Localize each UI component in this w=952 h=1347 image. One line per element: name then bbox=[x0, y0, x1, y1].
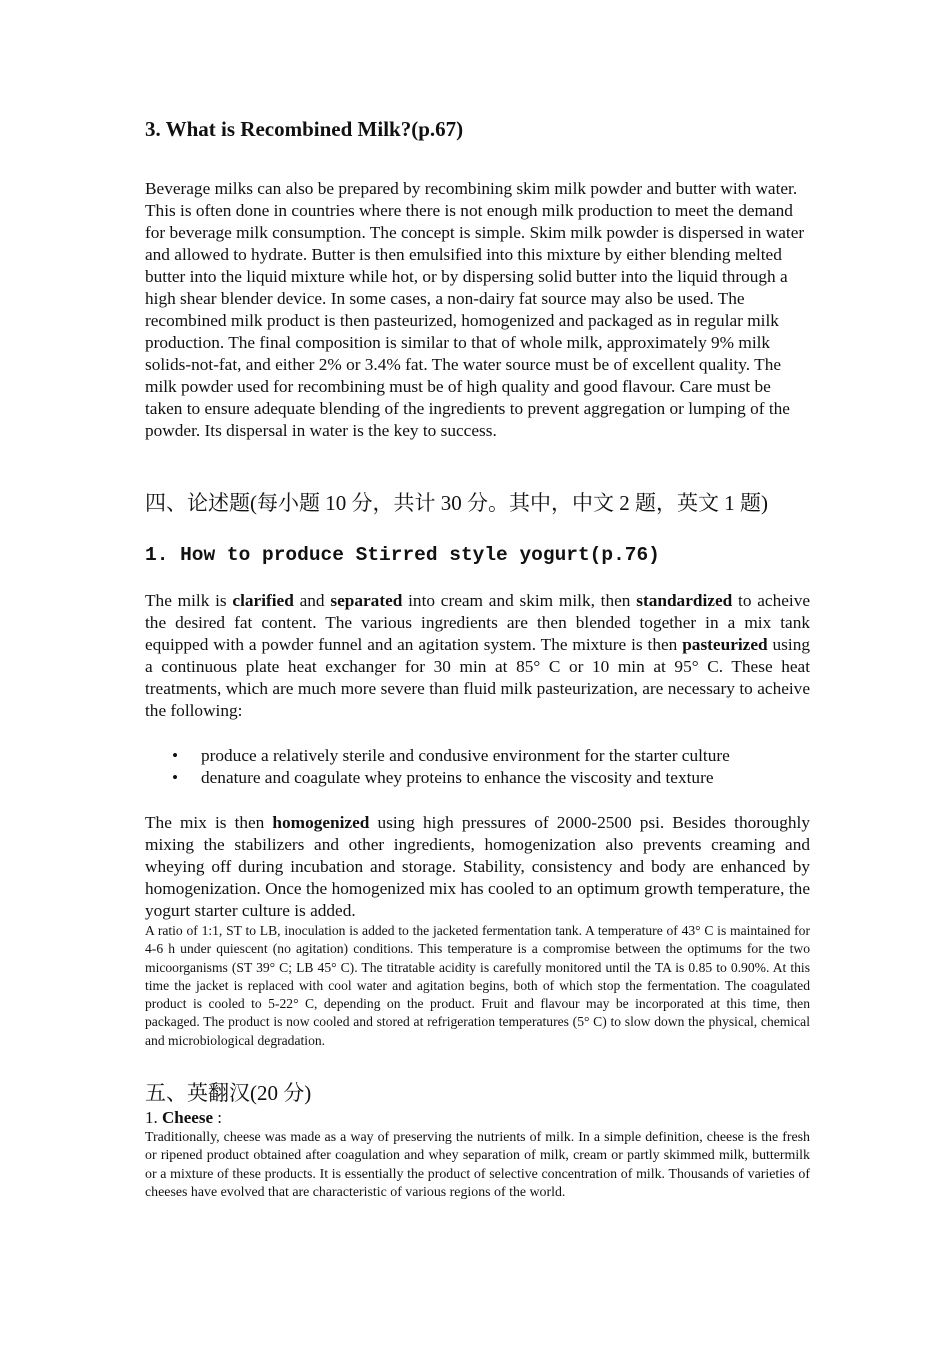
text-run: The mix is then bbox=[145, 813, 273, 832]
term-homogenized: homogenized bbox=[272, 813, 370, 832]
section-4-title: 四、论述题(每小题 10 分，共计 30 分。其中，中文 2 题，英文 1 题) bbox=[145, 491, 768, 515]
text-run: to acheive the desired fat content. The various ingredients are then blended together in a mix tank equipped with a powder funnel and an agitation system. The mixture is then bbox=[145, 591, 811, 654]
text-run: into cream and skim milk, then bbox=[402, 591, 637, 610]
text-run: The milk is bbox=[145, 591, 233, 610]
heading-recombined-milk: 3. What is Recombined Milk?(p.67) bbox=[145, 117, 464, 141]
list-item bbox=[145, 767, 810, 789]
term-pasteurized: pasteurized bbox=[682, 635, 768, 654]
term-separated: separated bbox=[330, 591, 403, 610]
text-run: using a continuous plate heat exchanger for 30 min at 85° C or 10 min at 95° C. These heat treatments, which are much more severe than fluid milk pasteurization, are necessary to acheive the following: bbox=[145, 635, 810, 720]
term-clarified: clarified bbox=[232, 591, 294, 610]
text-run: and bbox=[293, 591, 331, 610]
paragraph-recombined-milk: Beverage milks can also be prepared by recombining skim milk powder and butter with water. This is often done in countries where there is not enough milk production to meet the demand for beverage milk consumption. The concept is simple. Skim milk powder is dispersed in water and allowed to hydrate. Butter is then emulsified into this mixture by either blending melted butter into the liquid mixture while hot, or by dispersing solid butter into the liquid through a high shear blender device. In some cases, a non-dairy fat source may also be used. The recombined milk product is then pasteurized, homogenized and packaged as in regular milk production. The final composition is similar to that of whole milk, approximately 9% milk solids-not-fat, and either 2% or 3.4% fat. The water source must be of excellent quality. The milk powder used for recombining must be of high quality and good flavour. Care must be taken to ensure adequate blending of the ingredients to prevent aggregation or lumping of the powder. Its dispersal in water is the key to success. bbox=[145, 179, 805, 440]
bullet-icon: • bbox=[172, 768, 179, 787]
cheese-suffix: : bbox=[212, 1108, 222, 1127]
term-standardized: standardized bbox=[636, 591, 733, 610]
list-item-text: denature and coagulate whey proteins to enhance the viscosity and texture bbox=[201, 768, 714, 787]
cheese-term: Cheese bbox=[162, 1108, 213, 1127]
paragraph-cheese: Traditionally, cheese was made as a way of preserving the nutrients of milk. In a simple definition, cheese is the fresh or ripened product obtained after coagulation and whey separation of milk, cream or partly skimmed milk, buttermilk or a mixture of these products. It is essentially the product of selective concentration of milk. Thousands of varieties of cheeses have evolved that are characteristic of various regions of the world. bbox=[145, 1130, 810, 1200]
list-item bbox=[145, 745, 810, 767]
cheese-number: 1. bbox=[145, 1108, 162, 1127]
text-run: using high pressures of 2000-2500 psi. Besides thoroughly mixing the stabilizers and other ingredients, homogenization also prevents creaming and wheying off during incubation and storage. Stability, consistency and body are enhanced by homogenization. Once the homogenized mix has cooled to an optimum growth temperature, the yogurt starter culture is added. bbox=[145, 813, 811, 920]
bullet-icon: • bbox=[172, 746, 179, 765]
paragraph-fermentation: A ratio of 1:1, ST to LB, inoculation is added to the jacketed fermentation tank. A temperature of 43° C is maintained for 4-6 h under quiescent (no agitation) conditions. This temperature is a compromise between the optimums for the two micoorganisms (ST 39° C; LB 45° C). The titratable acidity is carefully monitored until the TA is 0.85 to 0.90%. At this time the jacket is replaced with cool water and agitation begins, both of which stop the fermentation. The coagulated product is cooled to 5-22° C, depending on the product. Fruit and flavour may be incorporated at this time, then packaged. The product is now cooled and stored at refrigeration temperatures (5° C) to slow down the physical, chemical and microbiological degradation. bbox=[145, 923, 810, 1048]
paragraph-homogenized bbox=[145, 812, 810, 922]
question-1-title: 1. How to produce Stirred style yogurt(p.76) bbox=[145, 544, 660, 566]
list-item-text: produce a relatively sterile and condusive environment for the starter culture bbox=[201, 746, 730, 765]
section-5-title: 五、英翻汉(20 分) bbox=[145, 1081, 312, 1105]
heat-treatment-list bbox=[145, 745, 810, 789]
paragraph-stirred-yogurt bbox=[145, 590, 810, 722]
cheese-heading bbox=[145, 1107, 222, 1129]
